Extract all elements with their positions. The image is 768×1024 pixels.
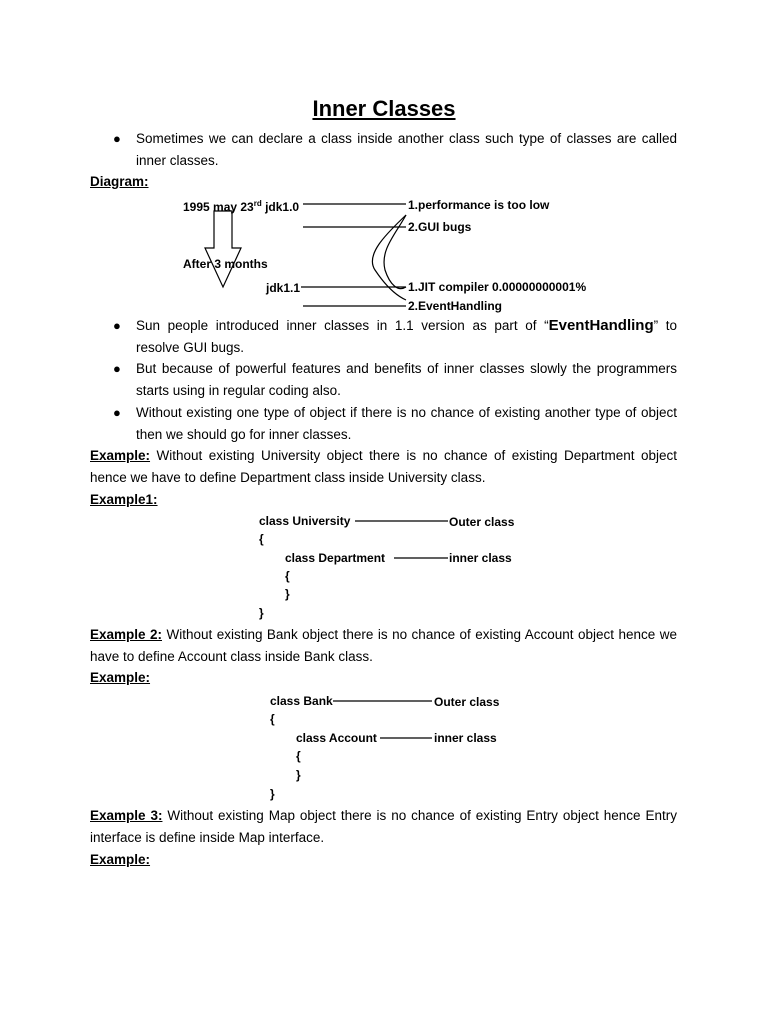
jdk10-label: 1995 may 23rd jdk1.0 [183, 199, 300, 214]
outer-class-label: Outer class [449, 515, 515, 529]
close-brace: } [259, 606, 264, 620]
open-brace: { [259, 532, 264, 546]
page-title: Inner Classes [312, 96, 456, 121]
inner-class-label: inner class [449, 551, 512, 565]
bank-class-code: class Bank [270, 694, 333, 708]
jdk11-label: jdk1.1 [266, 281, 301, 295]
department-class-code: class Department [285, 551, 386, 565]
open-brace: { [285, 569, 290, 583]
diagram-heading: Diagram: [90, 174, 149, 189]
university-class-code: class University [259, 514, 351, 528]
bullet-marker: ● [113, 361, 121, 376]
close-brace: } [285, 587, 290, 601]
open-brace: { [270, 712, 275, 726]
close-brace: } [296, 768, 301, 782]
inner-class-label: inner class [434, 731, 497, 745]
account-class-code: class Account [296, 731, 377, 745]
jit-compiler-label: 1.JIT compiler 0.00000000001% [408, 280, 587, 294]
bullet-marker: ● [113, 405, 121, 420]
performance-label: 1.performance is too low [408, 198, 550, 212]
event-handling-label: 2.EventHandling [408, 299, 503, 313]
bullet-marker: ● [113, 318, 121, 333]
gui-bugs-label: 2.GUI bugs [408, 220, 472, 234]
bullet-when-to-use: Without existing one type of object if there is no chance of existing another type of object then we should go for inner classes. [136, 405, 677, 442]
example2-paragraph: Example 2: Without existing Bank object there is no chance of existing Account object hence we have to define Account class inside Bank class. [90, 627, 677, 664]
outer-class-label: Outer class [434, 695, 500, 709]
close-brace: } [270, 787, 275, 801]
example3-heading: Example: [90, 852, 151, 867]
after-months-label: After 3 months [183, 257, 268, 271]
example3-paragraph: Example 3: Without existing Map object there is no chance of existing Entry object hence Entry interface is define inside Map interface. [90, 808, 677, 845]
bullet-marker: ● [113, 131, 121, 146]
bullet-event-handling: Sun people introduced inner classes in 1.1 version as part of “EventHandling” to resolve GUI bugs. [136, 317, 677, 355]
example-university-paragraph: Example: Without existing University object there is no chance of existing Department object hence we have to define Department class inside University class. [90, 448, 677, 485]
open-brace: { [296, 749, 301, 763]
example1-heading: Example1: [90, 492, 158, 507]
bullet-benefits: But because of powerful features and benefits of inner classes slowly the programmers starts using in regular coding also. [136, 361, 677, 398]
example2-heading: Example: [90, 670, 151, 685]
bullet-intro: Sometimes we can declare a class inside another class such type of classes are called inner classes. [136, 131, 677, 168]
